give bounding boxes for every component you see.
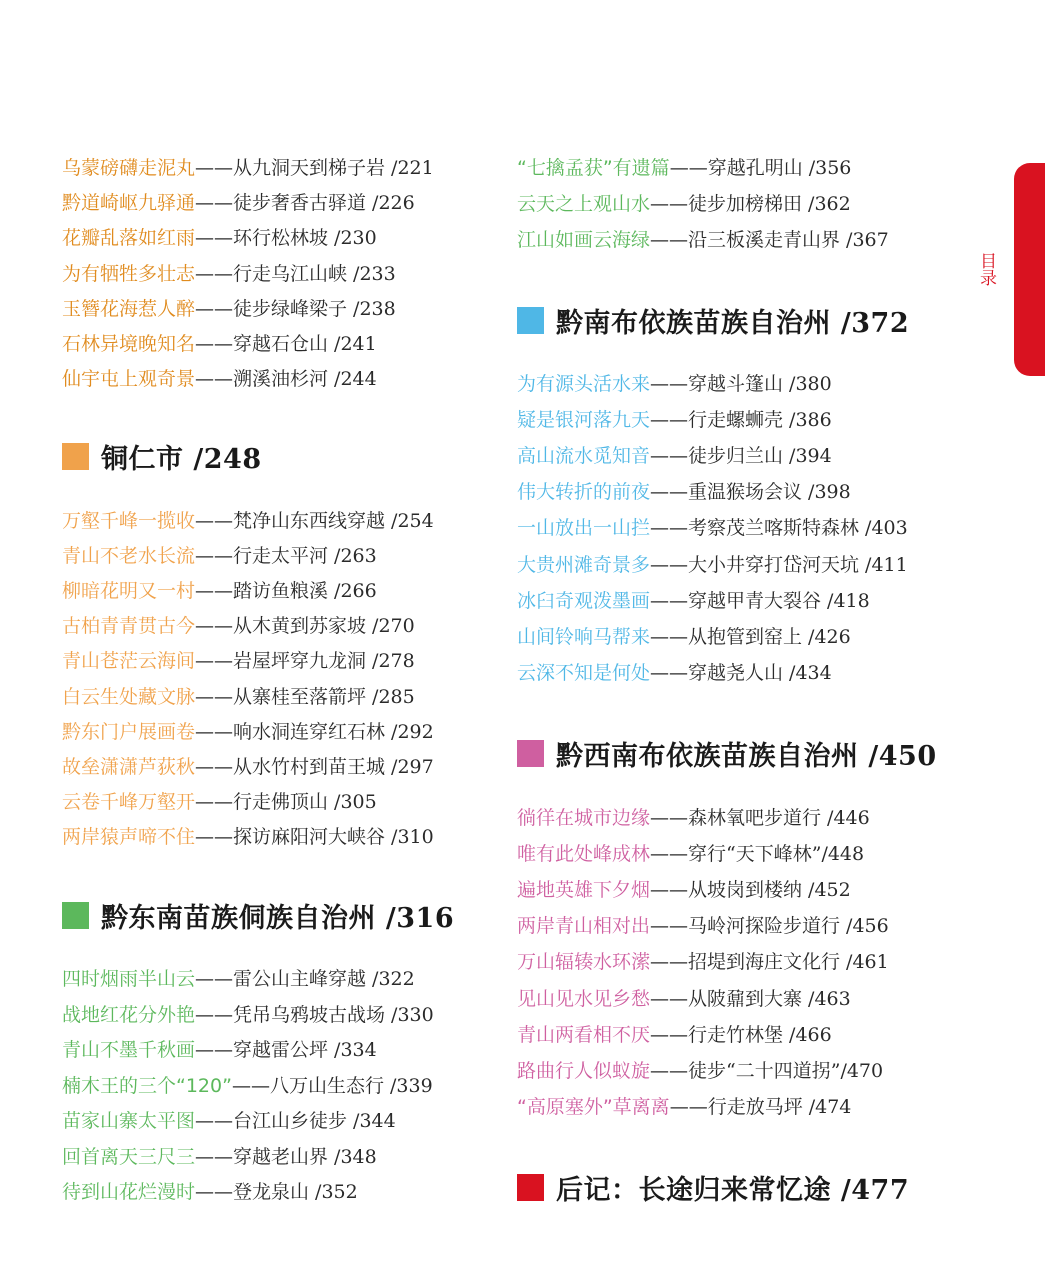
entry-title: 两岸青山相对出 [517,915,651,938]
entry-title: 石林异境晚知名 [62,333,196,355]
entry-subtitle-page: ——行走竹林堡 /466 [650,1023,832,1046]
entry-subtitle-page: ——穿越雷公坪 /334 [195,1039,377,1061]
qianxinan-entry[interactable] [517,806,870,830]
entry-subtitle-page: ——从坡岗到楼纳 /452 [650,879,851,902]
entry-title: 回首离天三尺三 [62,1145,196,1168]
entry-subtitle-page: ——响水洞连穿红石林 /292 [195,720,434,743]
entry-subtitle-page: ——穿越孔明山 /356 [669,157,852,179]
entry-title: 见山见水见乡愁 [517,987,651,1010]
tongren-section-heading[interactable] [62,437,262,476]
entry-title: 古柏青青贯古今 [62,615,196,638]
qiandongnan-entry[interactable] [62,1180,358,1204]
qianxinan-entry[interactable] [517,1095,851,1119]
qiannan-entry[interactable] [517,480,851,504]
entry-title: 白云生处藏文脉 [62,685,196,708]
anshun-entry[interactable] [62,297,396,321]
entry-title: 冰臼奇观泼墨画 [517,589,651,612]
qiandongnan-entry[interactable] [62,967,415,991]
qiannan-entry[interactable] [517,408,832,432]
entry-title: 江山如画云海绿 [517,229,651,251]
entry-subtitle-page: ——登龙泉山 /352 [195,1181,358,1203]
entry-subtitle-page: ——探访麻阳河大峡谷 /310 [195,825,434,848]
entry-title: 青山不老水长流 [62,545,196,568]
entry-title: 路曲行人似蚁旋 [517,1059,651,1082]
entry-title: 云深不知是何处 [517,661,651,684]
qiannan-entry[interactable] [517,553,908,577]
tongren-entry[interactable] [62,579,377,603]
tongren-entry[interactable] [62,544,377,568]
entry-subtitle-page: ——从水竹村到苗王城 /297 [195,755,434,778]
qiandongnan-entry[interactable] [62,1109,396,1133]
qiandongnan-cont-entry[interactable] [517,228,889,252]
entry-title: 青山苍茫云海间 [62,650,196,673]
entry-subtitle-page: ——森林氧吧步道行 /446 [650,807,870,829]
entry-subtitle-page: ——八万山生态行 /339 [231,1074,433,1097]
tongren-entry[interactable] [62,685,415,709]
entry-title: 徜徉在城市边缘 [517,807,651,829]
entry-subtitle-page: ——行走螺蛳壳 /386 [650,409,832,432]
qiannan-entry[interactable] [517,372,832,396]
side-tab-label: 目录 [976,252,996,286]
afterword-section-heading[interactable] [517,1168,909,1207]
section-title: 黔西南布依族苗族自治州 /450 [556,741,937,772]
entry-subtitle-page: ——踏访鱼粮溪 /266 [195,580,377,603]
entry-subtitle-page: ——徒步“二十四道拐”/470 [650,1059,884,1082]
anshun-entry[interactable] [62,367,377,391]
qianxinan-section-heading[interactable] [517,734,937,773]
qiannan-entry[interactable] [517,516,908,540]
entry-title: 青山不墨千秋画 [62,1039,196,1061]
entry-subtitle-page: ——台江山乡徒步 /344 [195,1110,396,1132]
tongren-entry[interactable] [62,720,434,744]
entry-subtitle-page: ——大小井穿打岱河天坑 /411 [650,553,908,576]
afterword-color-square-icon [517,1174,544,1201]
entry-subtitle-page: ——招堤到海庄文化行 /461 [650,951,889,974]
entry-title: 遍地英雄下夕烟 [517,879,651,902]
entry-subtitle-page: ——穿越尧人山 /434 [650,661,832,684]
qianxinan-entry[interactable] [517,1023,832,1047]
anshun-entry[interactable] [62,191,415,215]
entry-title: 万山辐辏水环潆 [517,951,651,974]
qiandongnan-section-heading[interactable] [62,896,454,935]
anshun-entry[interactable] [62,332,377,356]
qiannan-entry[interactable] [517,661,832,685]
entry-subtitle-page: ——穿越甲青大裂谷 /418 [650,589,870,612]
entry-subtitle-page: ——徒步奢香古驿道 /226 [195,192,415,215]
entry-subtitle-page: ——从抱管到窑上 /426 [650,625,851,648]
entry-subtitle-page: ——考察茂兰喀斯特森林 /403 [650,517,908,540]
entry-title: 乌蒙磅礴走泥丸 [62,157,196,179]
entry-title: 伟大转折的前夜 [517,481,651,504]
entry-title: 柳暗花明又一村 [62,580,196,603]
entry-title: 两岸猿声啼不住 [62,825,196,848]
entry-subtitle-page: ——从寨桂至落箭坪 /285 [195,685,415,708]
entry-title: 四时烟雨半山云 [62,968,196,990]
qiannan-section-heading[interactable] [517,301,909,340]
entry-title: 一山放出一山拦 [517,517,651,540]
tongren-entry[interactable] [62,509,434,533]
entry-subtitle-page: ——岩屋坪穿九龙洞 /278 [195,650,415,673]
qiannan-entry[interactable] [517,444,832,468]
entry-subtitle-page: ——穿越斗篷山 /380 [650,373,832,395]
entry-title: 为有牺牲多壮志 [62,262,196,285]
entry-title: 疑是银河落九天 [517,409,651,432]
tongren-entry[interactable] [62,614,415,638]
entry-title: 苗家山寨太平图 [62,1110,196,1132]
qianxinan-entry[interactable] [517,987,851,1011]
entry-subtitle-page: ——沿三板溪走青山界 /367 [650,229,889,251]
entry-subtitle-page: ——马岭河探险步道行 /456 [650,915,889,938]
entry-subtitle-page: ——徒步归兰山 /394 [650,445,832,468]
qiannan-entry[interactable] [517,625,851,649]
qianxinan-entry[interactable] [517,842,864,866]
entry-subtitle-page: ——徒步加榜梯田 /362 [650,193,851,215]
entry-title: “七擒孟获”有遗篇 [517,157,670,179]
entry-title: 云卷千峰万壑开 [62,790,196,813]
qiandongnan-entry[interactable] [62,1074,433,1098]
entry-subtitle-page: ——凭吊乌鸦坡古战场 /330 [195,1003,434,1026]
entry-subtitle-page: ——从木黄到苏家坡 /270 [195,615,415,638]
entry-title: 黔道崎岖九驿通 [62,192,196,215]
entry-subtitle-page: ——行走乌江山峡 /233 [195,262,396,285]
entry-title: 唯有此处峰成林 [517,843,651,866]
qiandongnan-entry[interactable] [62,1003,434,1027]
entry-subtitle-page: ——从九洞天到梯子岩 /221 [195,157,434,179]
entry-title: 云天之上观山水 [517,193,651,215]
entry-subtitle-page: ——重温猴场会议 /398 [650,481,851,504]
qianxinan-color-square-icon [517,740,544,767]
tongren-color-square-icon [62,443,89,470]
entry-subtitle-page: ——梵净山东西线穿越 /254 [195,510,434,532]
entry-title: 黔东门户展画卷 [62,720,196,743]
entry-title: 玉簪花海惹人醉 [62,297,196,320]
qianxinan-entry[interactable] [517,878,851,902]
tongren-entry[interactable] [62,825,434,849]
entry-title: 仙宇屯上观奇景 [62,368,196,391]
section-title: 铜仁市 /248 [101,444,262,475]
entry-title: “高原塞外”草离离 [517,1095,670,1118]
entry-title: 故垒潇潇芦荻秋 [62,755,196,778]
anshun-entry[interactable] [62,226,377,250]
tongren-entry[interactable] [62,790,377,814]
entry-title: 花瓣乱落如红雨 [62,227,196,250]
qiandongnan-entry[interactable] [62,1145,377,1169]
qiandongnan-cont-entry[interactable] [517,156,851,180]
qiannan-entry[interactable] [517,589,870,613]
entry-subtitle-page: ——环行松林坡 /230 [195,227,377,250]
section-title: 黔东南苗族侗族自治州 /316 [101,903,455,934]
qianxinan-entry[interactable] [517,1059,883,1083]
entry-subtitle-page: ——行走佛顶山 /305 [195,790,377,813]
entry-title: 待到山花烂漫时 [62,1181,196,1203]
entry-title: 战地红花分外艳 [62,1003,196,1026]
entry-title: 高山流水觅知音 [517,445,651,468]
qiandongnan-color-square-icon [62,902,89,929]
entry-title: 楠木王的三个“120” [62,1074,232,1097]
entry-subtitle-page: ——从陂鼐到大寨 /463 [650,987,851,1010]
entry-subtitle-page: ——徒步绿峰梁子 /238 [195,297,396,320]
entry-subtitle-page: ——溯溪油杉河 /244 [195,368,377,391]
entry-subtitle-page: ——雷公山主峰穿越 /322 [195,968,415,990]
anshun-entry[interactable] [62,156,434,180]
qianxinan-entry[interactable] [517,950,889,974]
entry-subtitle-page: ——穿越老山界 /348 [195,1145,377,1168]
tongren-entry[interactable] [62,755,434,779]
entry-title: 大贵州滩奇景多 [517,553,651,576]
section-title: 黔南布依族苗族自治州 /372 [556,308,910,339]
entry-title: 万壑千峰一揽收 [62,510,196,532]
side-tab[interactable] [1014,163,1045,376]
tongren-entry[interactable] [62,649,415,673]
qiannan-color-square-icon [517,307,544,334]
qiandongnan-cont-entry[interactable] [517,192,851,216]
qianxinan-entry[interactable] [517,914,889,938]
entry-subtitle-page: ——行走放马坪 /474 [669,1095,852,1118]
qiandongnan-entry[interactable] [62,1038,377,1062]
entry-title: 山间铃响马帮来 [517,625,651,648]
entry-title: 为有源头活水来 [517,373,651,395]
section-title: 后记：长途归来常忆途 /477 [556,1175,910,1206]
entry-subtitle-page: ——穿越石仓山 /241 [195,333,377,355]
entry-title: 青山两看相不厌 [517,1023,651,1046]
anshun-entry[interactable] [62,262,396,286]
entry-subtitle-page: ——行走太平河 /263 [195,545,377,568]
entry-subtitle-page: ——穿行“天下峰林”/448 [650,843,865,866]
